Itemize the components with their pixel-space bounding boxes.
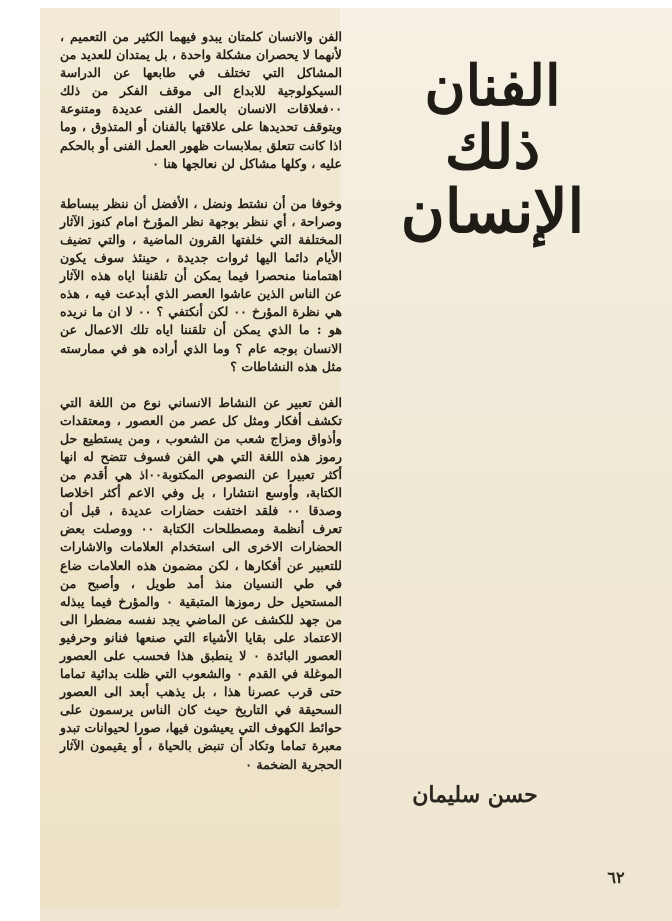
author-name: حسن سليمان <box>412 782 538 808</box>
paragraph-3: الفن تعبير عن النشاط الانساني نوع من اللغة التي تكشف أفكار ومثل كل عصر من العصور ، ومعتقدات وأذواق ومزاج شعب من الشعوب ، ومن يستطيع حل رموز هذه اللغة التي هي الفن فسوف تتضح له انها أكثر تعبيرا عن النصوص المكتوبة٠٠اذ هي أقدم من الكتابة، وأوسع انتشارا ، بل وفي الاعم أكثر اخلاصا وصدقا ٠٠ فلقد اختفت حضارات عديدة ، قبل أن تعرف أنظمة ومصطلحات الكتابة ٠٠ ووصلت بعض الحضارات الاخرى الى استخدام العلامات والاشارات للتعبير عن أفكارها ، لكن مضمون هذه العلامات ضاع في طي النسيان منذ أمد طويل ، وأصبح من المستحيل حل رموزها المتبقية ٠ والمؤرخ فيما يبذله من جهد للكشف عن الماضي يجد نفسه مضطرا الى الاعتماد على بقايا الأشياء التي صنعها فنانو وحرفيو العصور البائدة ٠ لا ينطبق هذا فحسب على العصور الموغلة في القدم ٠ والشعوب التي ظلت بدائية تماما حتى قرب عصرنا هذا ، بل يذهب أبعد الى العصور السحيقة في التاريخ حيث كان الناس يرسمون على حوائط الكهوف التي يعيشون فيها، صورا لحيوانات تبدو معبرة تماما وتكاد أن تنبض بالحياة ، أو يقيمون الآثار الحجرية الضخمة ٠ <box>60 394 343 772</box>
article-body <box>60 28 342 828</box>
title-line-1: الفنان <box>424 53 561 119</box>
article-title <box>355 53 630 247</box>
paragraph-1: الفن والانسان كلمتان يبدو فيهما الكثير من التعميم ، لأنهما لا يحصران مشكلة واحدة ، بل يمتدان للعديد من المشاكل التي تختلف في طابعها عن الدراسة السيكولوجية للابداع الى موقف الفكر من ذلك ٠٠فعلاقات الانسان بالعمل الفنى عديدة ومتنوعة ويتوقف تحديدها على علاقتها بالفنان أو المتذوق ، وما اذا كانت تتعلق بملابسات ظهور العمل الفنى أو بالحكم عليه ، وكلها مشاكل لن نعالجها هنا ٠ <box>60 29 342 171</box>
paragraph-2: وخوفا من أن نشتط ونضل ، الأفضل أن ننظر ببساطة وصراحة ، أي ننظر بوجهة نظر المؤرخ امام كنوز الآثار المختلفة التي خلفتها القرون الماضية ، والتي تضيف الأيام دائما اليها ثروات جديدة ، حينئذ سوف يكون اهتمامنا منحصرا فيما يمكن أن تلقننا اياه هذه الآثار عن الناس الذين عاشوا العصر الذي أبدعت فيه ، هذه هي نظرة المؤرخ ٠٠ لكن أنكتفي ؟ ٠٠ لا ان ما نريده هو : ما الذي يمكن أن تلقننا اياه تلك الاعمال عن الانسان بوجه عام ؟ وما الذي أراده هو في ممارسته مثل هذه النشاطات ؟ <box>60 195 342 374</box>
title-line-2: ذلك الإنسان <box>400 113 585 247</box>
page-number: ٦٢ <box>607 868 625 887</box>
